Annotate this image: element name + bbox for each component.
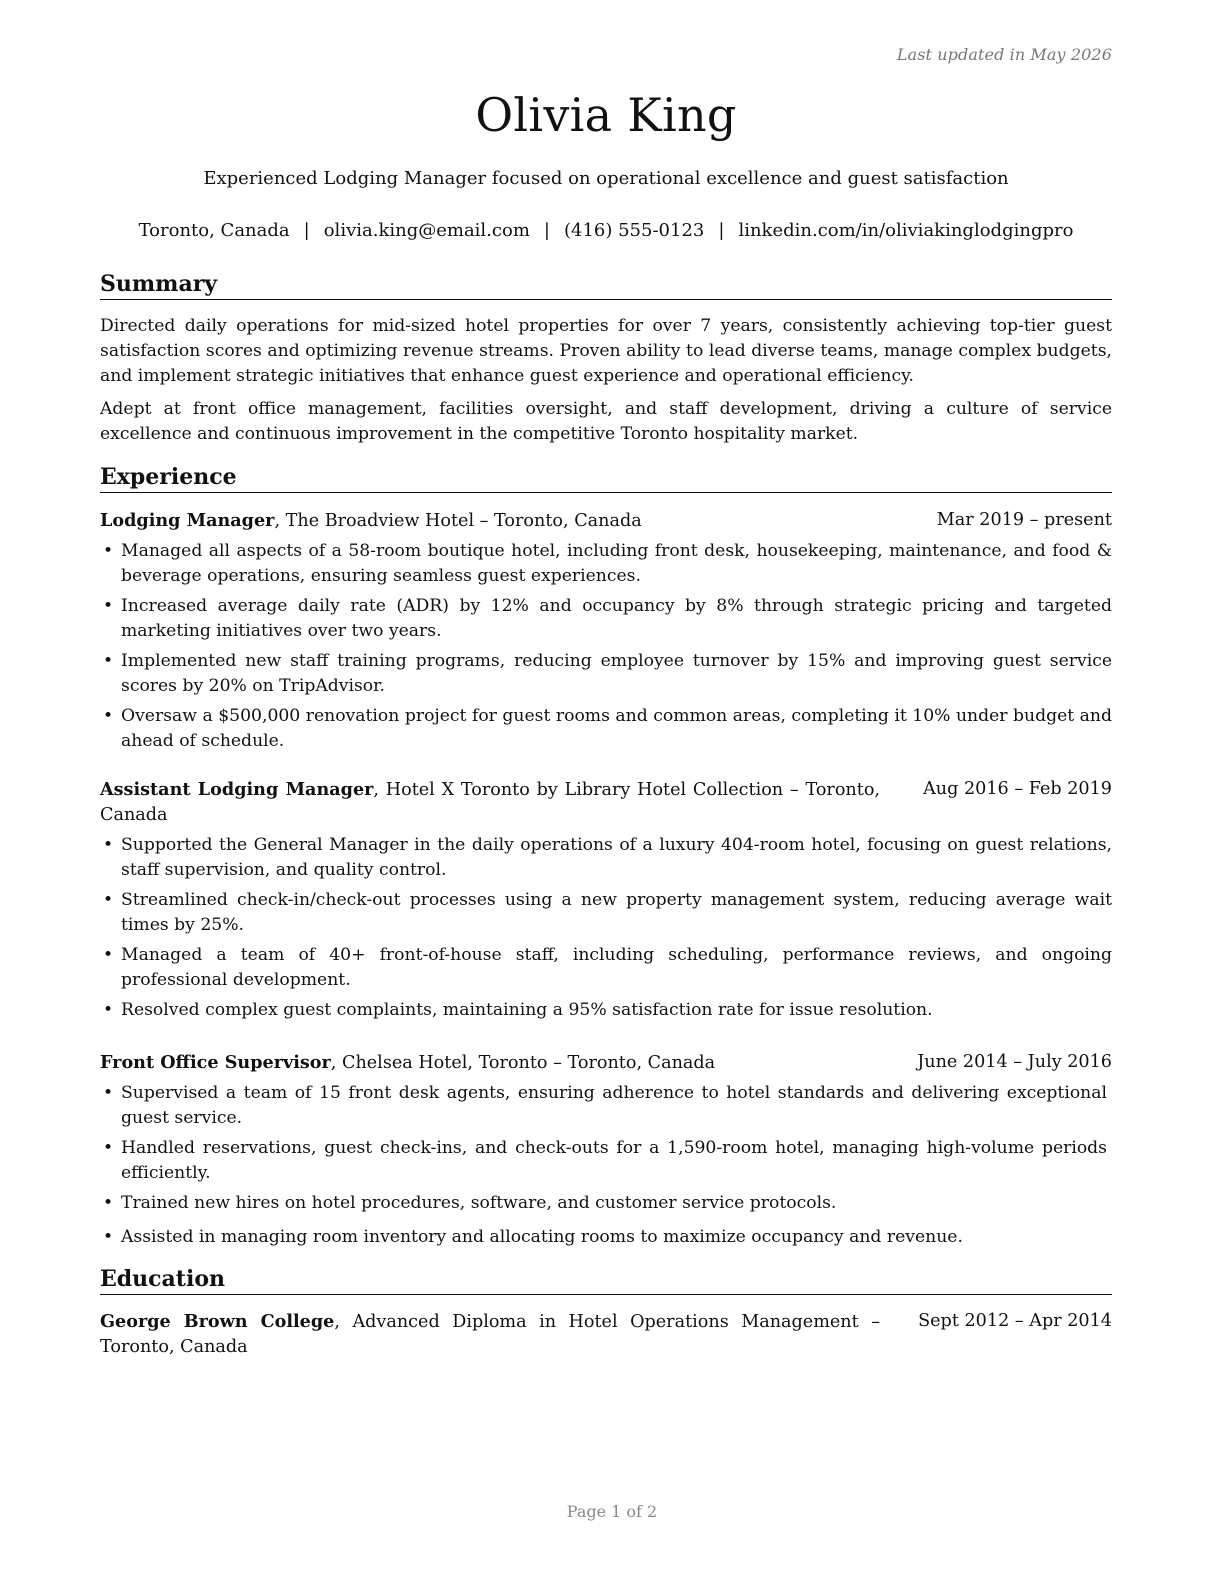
job-entry — [100, 508, 1112, 754]
job-bullet: • Oversaw a $500,000 renovation project for guest rooms and common areas, completing it 10% under budget and ahead of schedule. — [100, 704, 1112, 754]
job-details: , The Broadview Hotel – Toronto, Canada — [274, 511, 642, 531]
job-bullet: • Managed all aspects of a 58-room boutique hotel, including front desk, housekeeping, maintenance, and food & beverage operations, ensuring seamless guest experiences. — [100, 539, 1112, 589]
contact-separator: | — [543, 220, 550, 241]
section-title-experience: Experience — [100, 463, 1112, 493]
job-bullet: • Trained new hires on hotel procedures, software, and customer service protocols. — [100, 1191, 1107, 1216]
summary-paragraph: Adept at front office management, facilities oversight, and staff development, driving a culture of service excellence and continuous improvement in the competitive Toronto hospitality market. — [100, 399, 1112, 444]
job-title-line — [100, 1050, 893, 1076]
job-bullet: • Assisted in managing room inventory and allocating rooms to maximize occupancy and revenue. — [100, 1225, 1107, 1250]
contact-location: Toronto, Canada — [138, 220, 290, 241]
job-details: , Hotel X Toronto by Library Hotel Collection – Toronto, Canada — [100, 780, 881, 825]
contact-email[interactable]: olivia.king@email.com — [323, 220, 530, 241]
job-dates: June 2014 – July 2016 — [917, 1052, 1112, 1072]
job-bullet: • Streamlined check-in/check-out processes using a new property management system, reducing average wait times by 25%. — [100, 888, 1112, 938]
section-title-education: Education — [100, 1265, 1112, 1295]
job-bullets — [100, 833, 1112, 1023]
job-bullet: • Increased average daily rate (ADR) by 12% and occupancy by 8% through strategic pricing and targeted marketing initiatives over two years. — [100, 594, 1112, 644]
education-title-line — [100, 1309, 880, 1360]
contact-separator: | — [718, 220, 725, 241]
education-school: George Brown College — [100, 1311, 335, 1332]
job-header — [100, 777, 1112, 828]
job-dates: Mar 2019 – present — [936, 510, 1112, 530]
job-title-line — [100, 777, 880, 828]
job-role: Lodging Manager — [100, 510, 275, 531]
job-role: Assistant Lodging Manager — [100, 779, 374, 800]
section-title-summary: Summary — [100, 270, 1112, 300]
education-entry — [100, 1309, 1112, 1360]
job-bullet: • Supported the General Manager in the daily operations of a luxury 404-room hotel, focusing on guest relations, staff supervision, and quality control. — [100, 833, 1112, 883]
job-bullet: • Managed a team of 40+ front-of-house staff, including scheduling, performance reviews, and ongoing professional development. — [100, 943, 1112, 993]
candidate-name: Olivia King — [475, 88, 737, 142]
job-bullet: • Supervised a team of 15 front desk agents, ensuring adherence to hotel standards and delivering exceptional guest service. — [100, 1081, 1107, 1131]
job-header — [100, 1050, 1112, 1076]
job-bullet: • Handled reservations, guest check-ins, and check-outs for a 1,590-room hotel, managing high-volume periods efficiently. — [100, 1136, 1107, 1186]
education-header — [100, 1309, 1112, 1360]
contact-linkedin[interactable]: linkedin.com/in/oliviakinglodgingpro — [738, 220, 1074, 241]
job-entry — [100, 777, 1112, 1023]
education-dates: Sept 2012 – Apr 2014 — [918, 1311, 1112, 1331]
job-bullet: • Resolved complex guest complaints, maintaining a 95% satisfaction rate for issue resolution. — [100, 998, 1112, 1023]
job-title-line — [100, 508, 913, 534]
contact-line — [100, 220, 1112, 241]
job-role: Front Office Supervisor — [100, 1052, 331, 1073]
job-header — [100, 508, 1112, 534]
contact-separator: | — [303, 220, 310, 241]
job-bullets — [100, 1081, 1112, 1250]
experience-section — [100, 463, 1112, 1250]
summary-paragraph: Directed daily operations for mid-sized hotel properties for over 7 years, consistently achieving top-tier guest satisfaction scores and optimizing revenue streams. Proven ability to lead diverse teams, manage complex budgets, and implement strategic initiatives that enhance guest experience and operational efficiency. — [100, 316, 1112, 386]
last-updated-note: Last updated in May 2026 — [896, 45, 1112, 64]
page-number: Page 1 of 2 — [566, 1502, 658, 1521]
summary-section — [100, 270, 1112, 447]
job-dates: Aug 2016 – Feb 2019 — [923, 779, 1112, 799]
education-details: , Advanced Diploma in Hotel Operations Management – Toronto, Canada — [100, 1312, 880, 1357]
job-details: , Chelsea Hotel, Toronto – Toronto, Canada — [330, 1053, 716, 1073]
job-bullets — [100, 539, 1112, 754]
contact-phone: (416) 555-0123 — [563, 220, 705, 241]
education-section — [100, 1265, 1112, 1360]
job-bullet: • Implemented new staff training programs, reducing employee turnover by 15% and improving guest service scores by 20% on TripAdvisor. — [100, 649, 1112, 699]
tagline: Experienced Lodging Manager focused on operational excellence and guest satisfaction — [203, 168, 1009, 189]
job-entry — [100, 1050, 1112, 1250]
